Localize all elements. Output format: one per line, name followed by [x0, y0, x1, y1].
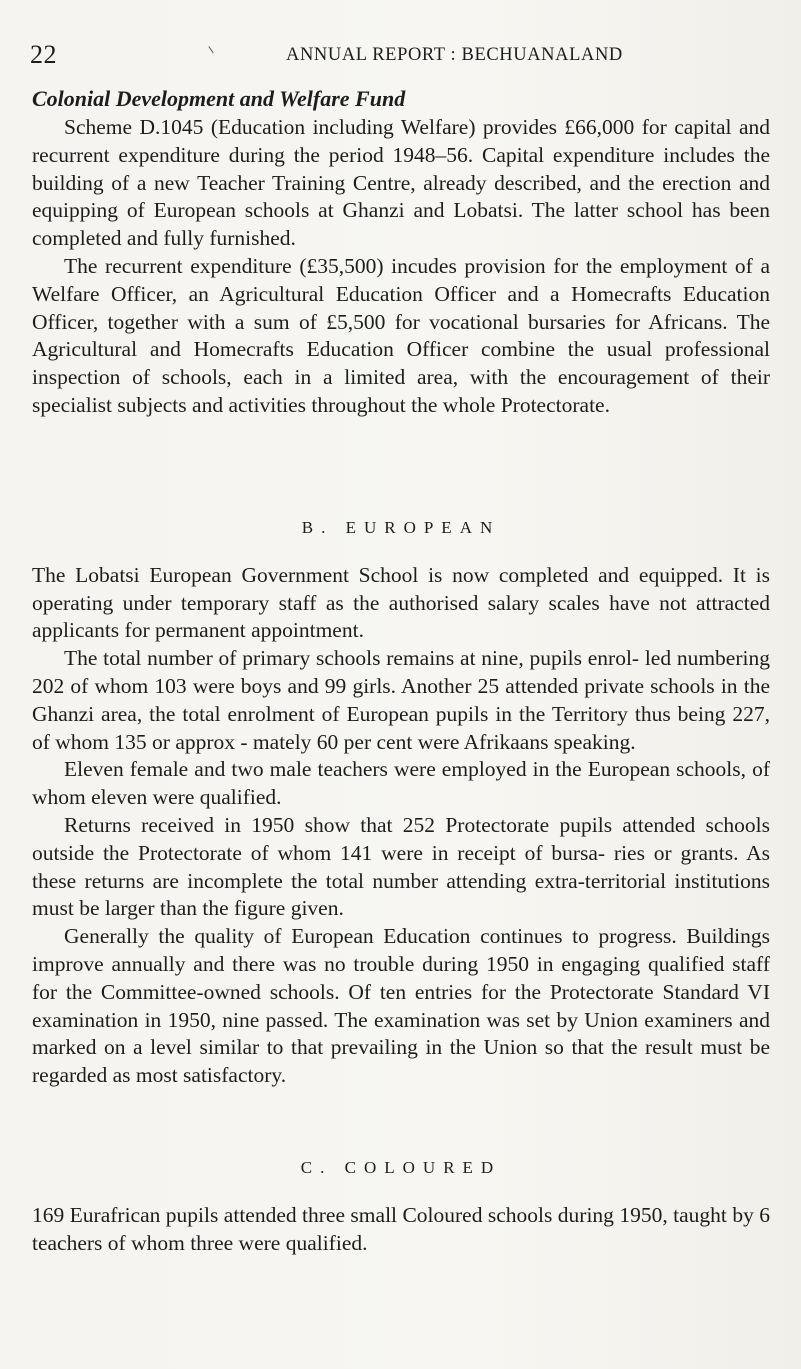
- page-number: 22: [30, 40, 57, 69]
- paragraph: The Lobatsi European Government School is now completed and equipped. It is operating under temporary staff as the authorised salary scales have not attracted applicants for permanent appointment.: [32, 562, 770, 643]
- page-body: [32, 84, 770, 1258]
- running-head: ANNUAL REPORT : BECHUANALAND: [286, 45, 623, 65]
- paragraph: Eleven female and two male teachers were employed in the European schools, of whom eleven were qualified.: [32, 757, 770, 810]
- section-heading-coloured: C. COLOURED: [300, 1157, 502, 1177]
- paragraph: Scheme D.1045 (Education including Welfare) provides £66,000 for capital and recurrent expenditure during the period 1948–56. Capital expenditure includes the building of a new Teacher Training Centre, already described, and the erection and equipping of European schools at Ghanzi and Lobatsi. The latter school has been completed and fully furnished.: [32, 115, 770, 251]
- paragraph: 169 Eurafrican pupils attended three small Coloured schools during 1950, taught by 6 teachers of whom three were qualified.: [32, 1202, 770, 1255]
- section-heading-european: B. EUROPEAN: [301, 517, 501, 537]
- section-heading-cdwf: Colonial Development and Welfare Fund: [32, 86, 406, 111]
- page-header: [30, 40, 770, 72]
- paragraph: The total number of primary schools remains at nine, pupils enrol- led numbering 202 of whom 103 were boys and 99 girls. Another 25 attended private schools in the Ghanzi area, the total enrolment of European pupils in the Territory thus being 227, of whom 135 or approx - mately 60 per cent were Afrikaans speaking.: [32, 646, 770, 754]
- paragraph: Returns received in 1950 show that 252 Protectorate pupils attended schools outside the Protectorate of whom 141 were in receipt of bursa- ries or grants. As these returns are incomplete the total number attending extra-territorial institutions must be larger than the figure given.: [32, 812, 770, 921]
- paragraph: The recurrent expenditure (£35,500) incudes provision for the employment of a Welfare Officer, an Agricultural Education Officer and a Homecrafts Education Officer, together with a sum of £5,500 for vocational bursaries for Africans. The Agricultural and Homecrafts Education Officer combine the usual professional inspection of schools, each in a limited area, with the encouragement of their specialist subjects and activities throughout the whole Protectorate.: [32, 253, 770, 417]
- paragraph: Generally the quality of European Education continues to progress. Buildings improve annually and there was no trouble during 1950 in engaging qualified staff for the Committee-owned schools. Of ten entries for the Protectorate Standard VI examination in 1950, nine passed. The examination was set by Union examiners and marked on a level similar to that prevailing in the Union so that the result must be regarded as most satisfactory.: [32, 924, 770, 1088]
